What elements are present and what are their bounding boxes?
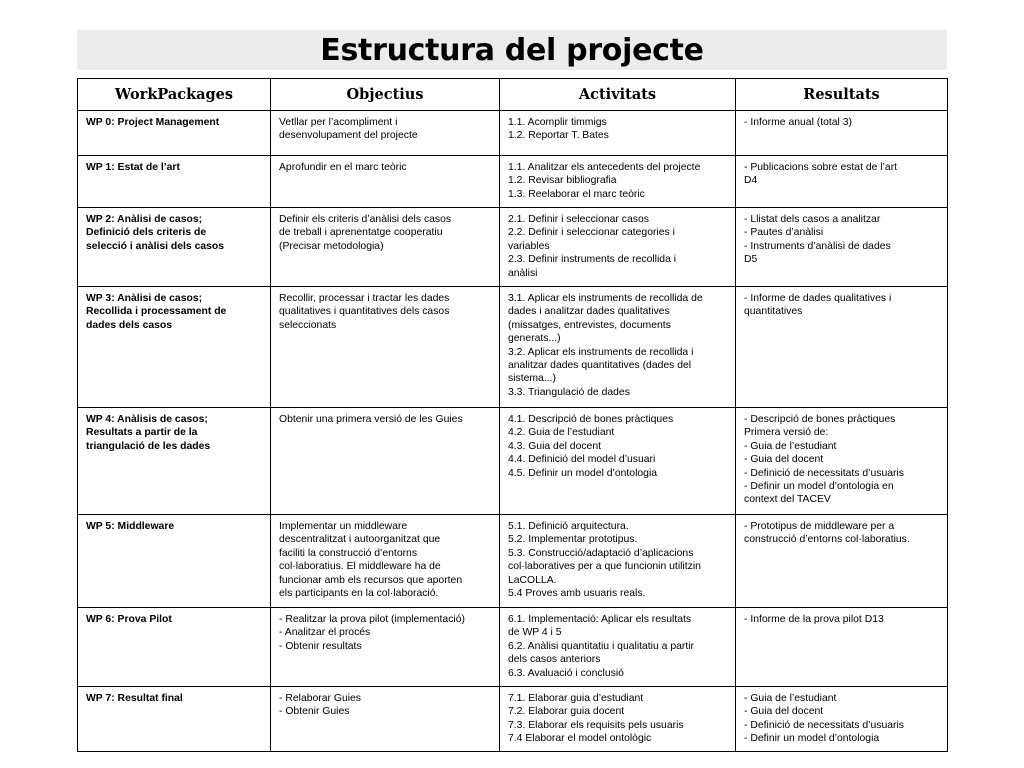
cell-resultats [736,515,948,608]
cell-workpackage [78,287,271,408]
cell-line: Implementar un middleware [279,521,408,532]
cell-line: Obtenir una primera versió de les Guies [279,414,463,425]
cell-line: dades dels casos [86,319,173,331]
cell-line: D5 [744,254,758,266]
cell-line: 7.4 Elaborar el model ontològic [508,733,652,745]
cell-line: context del TACEV [744,494,831,506]
cell-workpackage [78,687,271,752]
table-row [78,687,948,752]
cell-line: WP 1: Estat de l’art [86,162,180,173]
cell-line: - Informe de dades qualitatives i [744,293,892,304]
cell-line: 5.4 Proves amb usuaris reals. [508,588,646,600]
cell-line: Recollida i processament de [86,306,227,318]
cell-resultats [736,287,948,408]
cell-line: 7.1. Elaborar guia d’estudiant [508,693,644,704]
cell-workpackage [78,608,271,687]
cell-workpackage [78,408,271,515]
cell-line: desenvolupament del projecte [279,130,418,142]
cell-resultats [736,608,948,687]
cell-objectius [271,515,500,608]
cell-activitats [500,156,736,208]
cell-resultats [736,408,948,515]
cell-line: WP 4: Anàlisis de casos; [86,414,208,425]
cell-line: 1.1. Acomplir timmigs [508,117,607,128]
cell-line: 4.4. Definició del model d’usuari [508,454,656,466]
cell-activitats [500,208,736,287]
header-activitats: Activitats [500,79,736,111]
cell-line: faciliti la construcció d’entorns [279,547,418,559]
cell-line: 4.2. Guia de l’estudiant [508,427,615,439]
cell-line: D4 [744,175,758,187]
cell-line: 3.1. Aplicar els instruments de recollida de [508,293,703,304]
cell-line: 7.2. Elaborar guia docent [508,706,625,718]
title-banner [77,30,947,70]
cell-line: - Guia del docent [744,706,824,718]
cell-activitats [500,515,736,608]
cell-resultats [736,111,948,156]
cell-line: Aprofundir en el marc teòric [279,162,407,173]
table-row [78,608,948,687]
cell-line: 6.3. Avaluació i conclusió [508,667,624,679]
cell-line: - Definir un model d’ontologia en [744,481,894,493]
cell-line: 4.5. Definir un model d’ontologia [508,467,658,479]
cell-line: - Descripció de bones pràctiques [744,414,896,425]
table-row [78,111,948,156]
cell-line: 6.2. Anàlisi quantitatiu i qualitatiu a partir [508,640,694,652]
cell-line: - Instruments d’anàlisi de dades [744,240,891,252]
cell-line: 5.2. Implementar prototipus. [508,534,638,546]
cell-line: 1.3. Reelaborar el marc teòric [508,188,645,200]
cell-line: 1.2. Reportar T. Bates [508,130,609,142]
cell-line: - Definició de necessitats d’usuaris [744,467,904,479]
cell-line: - Obtenir resultats [279,640,362,652]
cell-line: construcció d’entorns col·laboratius. [744,534,910,546]
cell-line: de WP 4 i 5 [508,627,562,639]
cell-line: anàlisi [508,267,538,279]
cell-line: triangulació de les dades [86,440,211,452]
cell-workpackage [78,111,271,156]
cell-line: - Guia de l’estudiant [744,693,837,704]
cell-activitats [500,408,736,515]
cell-line: 2.3. Definir instruments de recollida i [508,254,677,266]
cell-line: Definició dels criteris de [86,227,207,239]
cell-line: selecció i anàlisi dels casos [86,240,225,252]
cell-line: generats...) [508,333,561,345]
table-row [78,208,948,287]
cell-line: WP 7: Resultat final [86,693,183,704]
table-body [78,111,948,752]
cell-line: - Guia de l’estudiant [744,440,837,452]
cell-line: 1.1. Analitzar els antecedents del projecte [508,162,701,173]
cell-line: - Informe de la prova pilot D13 [744,614,884,625]
cell-line: dades i analitzar dades qualitatives [508,306,670,318]
cell-line: Recollir, processar i tractar les dades [279,293,450,304]
header-resultats: Resultats [736,79,948,111]
cell-line: Vetllar per l’acompliment i [279,117,398,128]
cell-line: (missatges, entrevistes, documents [508,319,671,331]
cell-objectius [271,156,500,208]
cell-resultats [736,156,948,208]
cell-resultats [736,687,948,752]
cell-line: 5.3. Construcció/adaptació d’aplicacions [508,547,694,559]
cell-objectius [271,408,500,515]
cell-activitats [500,111,736,156]
cell-line: col·laboratives per a que funcionin utilitzin [508,561,701,573]
cell-activitats [500,287,736,408]
cell-line: - Publicacions sobre estat de l’art [744,162,898,173]
cell-objectius [271,687,500,752]
table-row [78,287,948,408]
cell-objectius [271,111,500,156]
cell-line: - Obtenir Guies [279,706,350,718]
cell-line: - Analitzar el procés [279,627,371,639]
cell-line: - Llistat dels casos a analitzar [744,214,881,225]
cell-line: - Definir un model d’ontologia [744,733,880,745]
cell-objectius [271,208,500,287]
cell-objectius [271,287,500,408]
page-title: Estructura del projecte [320,32,704,68]
cell-line: WP 6: Prova Pilot [86,614,172,625]
cell-line: - Definició de necessitats d’usuaris [744,719,904,731]
cell-line: WP 3: Anàlisi de casos; [86,293,203,304]
cell-line: - Relaborar Guies [279,693,362,704]
cell-workpackage [78,515,271,608]
cell-line: - Guia del docent [744,454,824,466]
cell-line: 4.1. Descripció de bones pràctiques [508,414,674,425]
cell-line: WP 0: Project Management [86,117,220,128]
cell-activitats [500,608,736,687]
cell-line: - Informe anual (total 3) [744,117,852,128]
header-objectius: Objectius [271,79,500,111]
table-row [78,408,948,515]
cell-line: descentralitzat i autoorganitzat que [279,534,441,546]
cell-line: WP 2: Anàlisi de casos; [86,214,203,225]
cell-workpackage [78,156,271,208]
cell-line: 7.3. Elaborar els requisits pels usuaris [508,719,684,731]
cell-line: quantitatives [744,306,803,318]
cell-line: LaCOLLA. [508,574,557,586]
cell-objectius [271,608,500,687]
cell-resultats [736,208,948,287]
cell-line: 2.2. Definir i seleccionar categories i [508,227,675,239]
cell-line: col·laboratius. El middleware ha de [279,561,441,573]
table-header-row [78,79,948,111]
cell-line: funcionar amb els recursos que aporten [279,574,463,586]
cell-line: Definir els criteris d’anàlisi dels casos [279,214,452,225]
cell-line: sistema...) [508,373,556,385]
cell-line: 2.1. Definir i seleccionar casos [508,214,649,225]
cell-line: 3.3. Triangulació de dades [508,386,630,398]
header-workpackages: WorkPackages [78,79,271,111]
cell-line: 3.2. Aplicar els instruments de recollida i [508,346,694,358]
cell-line: analitzar dades quantitatives (dades del [508,360,692,372]
cell-activitats [500,687,736,752]
cell-line: Resultats a partir de la [86,427,198,439]
table-row [78,156,948,208]
cell-line: (Precisar metodologia) [279,240,384,252]
cell-line: qualitatives i quantitatives dels casos [279,306,450,318]
cell-line: 5.1. Definició arquitectura. [508,521,629,532]
cell-line: 6.1. Implementació: Aplicar els resultats [508,614,692,625]
cell-workpackage [78,208,271,287]
cell-line: - Pautes d’anàlisi [744,227,824,239]
cell-line: de treball i aprenentatge cooperatiu [279,227,443,239]
cell-line: - Realitzar la prova pilot (implementació) [279,614,465,625]
cell-line: 1.2. Revisar bibliografia [508,175,617,187]
cell-line: 4.3. Guia del docent [508,440,602,452]
cell-line: - Prototipus de middleware per a [744,521,895,532]
cell-line: seleccionats [279,319,337,331]
table-row [78,515,948,608]
cell-line: els participants en la col·laboració. [279,588,439,600]
cell-line: Primera versió de: [744,427,829,439]
project-structure-table [77,78,948,752]
cell-line: dels casos anteriors [508,654,601,666]
cell-line: WP 5: Middleware [86,521,175,532]
cell-line: variables [508,240,550,252]
